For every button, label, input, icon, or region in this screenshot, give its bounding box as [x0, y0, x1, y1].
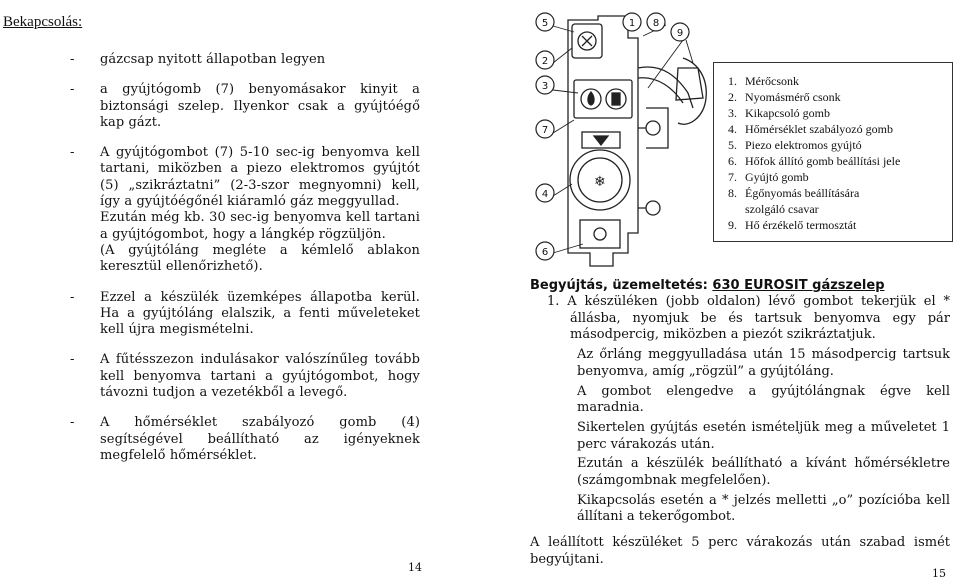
list-item-text: A gyújtógombot (7) 5-10 sec-ig benyomva kell tartani, miközben a piezo elektromos gyújtót (5) „szikráztatni” (2-3-szor megnyomni) kell, így a gyújtóégőnél kiáramló gáz meggyullad. Ezután még kb. 30 sec-ig benyomva kell tartani a gyújtógombot, hogy a lángkép rögzüljön. (A gyújtóláng megléte a kémlelő ablakon keresztül ellenőrizhető). [100, 145, 420, 275]
list-item-text: Ezzel a készülék üzemképes állapotba kerül. Ha a gyújtóláng elalszik, a fenti műveleteket kell újra megismételni. [100, 289, 420, 338]
legend-item: 7. Gyújtó gomb [728, 170, 809, 184]
callout-label: 6 [541, 247, 549, 258]
left-page [0, 0, 435, 581]
list-item [70, 82, 420, 131]
list-item [70, 52, 420, 68]
ignition-steps [547, 294, 950, 529]
instruction-list [70, 52, 420, 478]
step-paragraph: A gombot elengedve a gyújtólángnak égve kell maradnia. [577, 383, 950, 416]
legend-item: 5. Piezo elektromos gyújtó [728, 138, 862, 152]
bullet-dash: - [70, 145, 75, 161]
page-number: 14 [408, 561, 422, 574]
list-item-text: gázcsap nyitott állapotban legyen [100, 52, 326, 67]
list-item-text: A fűtésszezon indulásakor valószínűleg tovább kell benyomva tartani a gyújtógombot, hogy távozni tudjon a vezetékből a levegő. [100, 352, 420, 401]
right-page [520, 0, 960, 581]
section-heading [530, 278, 885, 293]
list-item [70, 415, 420, 464]
callout-label: 2 [541, 56, 549, 67]
list-item-text: A hőmérséklet szabályozó gomb (4) segítségével beállítható az igényeknek megfelelő hőmérséklet. [100, 415, 420, 463]
callout-label: 4 [541, 189, 549, 200]
step-paragraph: Sikertelen gyújtás esetén ismételjük meg a műveletet 1 perc várakozás után. [577, 419, 950, 452]
list-item [70, 145, 420, 275]
legend-item: 1. Mérőcsonk [728, 74, 799, 88]
callout-label: 9 [676, 28, 684, 39]
legend-item: 4. Hőmérséklet szabályozó gomb [728, 122, 893, 136]
heading-model: 630 EUROSIT gázszelep [712, 278, 885, 293]
heading-text: Begyújtás, üzemeltetés: [530, 278, 708, 293]
step-paragraph: Ezután a készülék beállítható a kívánt hőmérsékletre (számgombnak megfelelően). [577, 456, 950, 489]
bullet-dash: - [70, 289, 75, 305]
step-paragraph: Az őrláng meggyulladása után 15 másodpercig tartsuk benyomva, amíg „rögzül” a gyújtóláng. [577, 347, 950, 379]
diagram-legend [713, 62, 953, 242]
bullet-dash: - [70, 352, 75, 368]
bullet-dash: - [70, 415, 75, 431]
callout-label: 1 [628, 18, 636, 29]
step-paragraph: 1. A készüléken (jobb oldalon) lévő gombot tekerjük el * állásba, nyomjuk be és tartsuk benyomva egy pár másodpercig, miközben a piezót szikráztatjuk. [547, 294, 950, 343]
callout-label: 8 [652, 18, 660, 29]
list-item [70, 352, 420, 401]
callout-label: 7 [541, 125, 549, 136]
closing-paragraph: A leállított készüléket 5 perc várakozás után szabad ismét begyújtani. [530, 535, 950, 567]
section-title: Bekapcsolás: [3, 14, 83, 30]
gas-valve-diagram [528, 8, 718, 270]
legend-item: 3. Kikapcsoló gomb [728, 106, 830, 120]
bullet-dash: - [70, 52, 75, 67]
svg-text:❄: ❄ [594, 174, 606, 190]
bullet-dash: - [70, 82, 75, 98]
legend-item: 8. Égőnyomás beállítására szolgáló csavar [728, 186, 860, 216]
callout-label: 3 [541, 81, 549, 92]
thermostat-tube [638, 67, 693, 108]
legend-item: 2. Nyomásmérő csonk [728, 90, 841, 104]
list-item [70, 290, 420, 339]
list-item-text: a gyújtógomb (7) benyomásakor kinyit a biztonsági szelep. Ilyenkor csak a gyújtóégő kap gázt. [100, 82, 420, 130]
button-panel [574, 80, 632, 118]
legend-item: 9. Hő érzékelő termosztát [728, 218, 857, 232]
legend-item: 6. Hőfok állító gomb beállítási jele [728, 154, 901, 168]
step-paragraph: Kikapcsolás esetén a * jelzés melletti „o” pozícióba kell állítani a tekerőgombot. [577, 492, 950, 525]
page-number: 15 [932, 567, 946, 580]
callout-label: 5 [541, 18, 549, 29]
